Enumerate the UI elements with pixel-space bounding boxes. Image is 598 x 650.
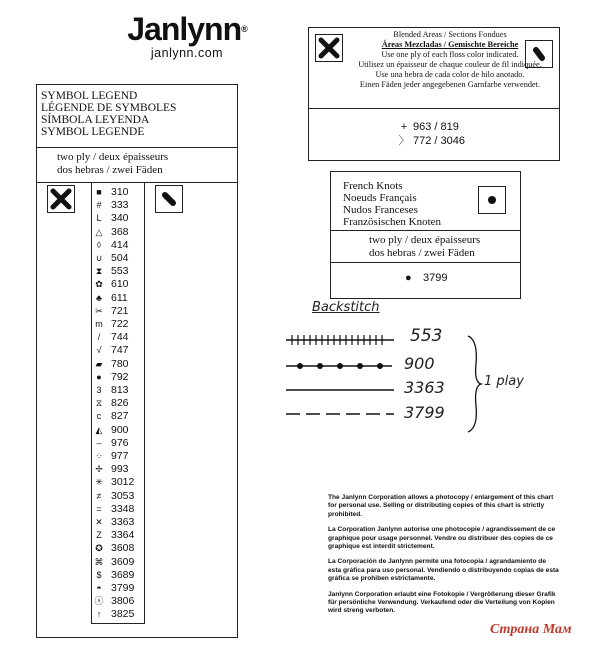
blended-instruction-de: Einen Fäden jeder angegebenen Garnfarbe verwendet.	[359, 80, 541, 89]
backstitch-number: 553	[410, 326, 443, 346]
stitch-symbol: ■	[96, 187, 102, 197]
legend-heading	[37, 85, 237, 148]
legend-ply-line: dos hebras / zwei Fäden	[57, 164, 163, 176]
legend-row	[92, 462, 144, 476]
knots-title-line: Französischen Knoten	[343, 216, 442, 228]
legend-row	[92, 185, 144, 199]
stitch-symbol: ♣	[96, 292, 102, 303]
blend-item	[395, 120, 465, 134]
floss-number: 3689	[111, 568, 135, 581]
full-cross-stitch-icon	[47, 185, 75, 213]
stitch-symbol: √	[96, 345, 102, 356]
legend-row	[92, 264, 144, 278]
stitch-symbol: 3	[96, 385, 102, 395]
blend-symbol: 〉	[398, 135, 410, 147]
blended-instruction-es: Use una hebra de cada color de hilo anotado.	[375, 70, 525, 79]
floss-number: 827	[111, 410, 129, 423]
legend-row	[92, 343, 144, 357]
floss-number: 333	[111, 199, 129, 212]
legend-row	[92, 409, 144, 423]
legend-row	[92, 251, 144, 265]
floss-number: 813	[111, 384, 129, 396]
stitch-symbol: –	[96, 437, 102, 448]
knots-ply-line: two ply / deux épaisseurs	[369, 234, 481, 246]
floss-number: 610	[111, 278, 129, 291]
blended-subtitle: Áreas Mezcladas / Gemischte Bereiche	[381, 40, 519, 49]
floss-number: 611	[111, 291, 128, 304]
blend-item	[395, 134, 465, 148]
stitch-symbol: ≠	[96, 490, 102, 501]
knots-title-line: Noeuds Français	[343, 192, 417, 204]
full-cross-stitch-icon	[315, 34, 343, 62]
stitch-symbol: ✳	[95, 477, 103, 488]
legend-row	[92, 238, 144, 252]
legend-heading-line: SYMBOL LEGENDE	[41, 126, 145, 138]
floss-number: 504	[111, 252, 129, 264]
floss-number: 780	[111, 357, 129, 370]
divider	[331, 262, 520, 263]
legend-row	[92, 594, 144, 608]
stitch-symbol: m	[95, 319, 103, 329]
legend-row	[92, 568, 144, 582]
blend-symbol: +	[400, 121, 408, 133]
legend-row	[92, 304, 144, 318]
blend-value: 772 / 3046	[413, 135, 465, 147]
knots-ply-line: dos hebras / zwei Fäden	[369, 247, 475, 259]
floss-number: 976	[111, 436, 129, 449]
floss-number: 340	[111, 212, 129, 225]
legend-row	[92, 291, 144, 305]
floss-number: 3053	[111, 489, 135, 502]
floss-number: 900	[111, 423, 129, 436]
floss-number: 792	[111, 370, 129, 383]
floss-number: 3806	[111, 595, 135, 608]
knot-symbol: ●	[405, 272, 412, 284]
floss-number: 3799	[111, 582, 135, 594]
legend-heading-line: SYMBOL LEGEND	[41, 90, 138, 102]
stitch-symbol: ◭	[95, 424, 103, 435]
floss-number: 744	[111, 331, 129, 344]
blended-instruction-en: Use one ply of each floss color indicated.	[381, 50, 519, 59]
knots-title	[343, 180, 441, 228]
legend-row	[92, 502, 144, 516]
stitch-symbol: ⧖	[95, 398, 103, 409]
stitch-symbol: ●	[96, 371, 102, 382]
knots-title-line: French Knots	[343, 180, 403, 192]
stitch-symbol: ✪	[95, 543, 103, 554]
half-stitch-icon	[155, 185, 183, 213]
blended-instructions	[345, 30, 555, 90]
logo-brand: Janlynn®	[127, 11, 247, 47]
copyright-de: Janlynn Corporation erlaubt eine Fotokopie / Vergrößerung dieser Grafik für persönliche Verwendung. Verkaufend oder die Verteilung von Kopien wird streng verboten.	[328, 590, 556, 615]
legend-row	[92, 423, 144, 437]
floss-number: 368	[111, 225, 129, 238]
backstitch-number: 3799	[404, 403, 445, 422]
copyright-notice	[328, 494, 560, 623]
stitch-symbol: c	[96, 411, 102, 422]
backstitch-line-900	[286, 363, 392, 369]
stitch-symbol: ∪	[95, 253, 103, 263]
stitch-symbol: ⧗	[95, 266, 103, 277]
stitch-symbol: $	[96, 569, 102, 580]
blend-value: 963 / 819	[413, 121, 459, 133]
legend-row	[92, 198, 144, 212]
legend-row	[92, 370, 144, 384]
floss-number: 721	[111, 304, 129, 317]
legend-row	[92, 515, 144, 529]
blended-title: Blended Areas / Sections Fondues	[393, 30, 507, 39]
floss-number: 3608	[111, 542, 135, 555]
stitch-symbol: ⓢ	[94, 596, 104, 607]
legend-ply-line: two ply / deux épaisseurs	[57, 151, 169, 163]
legend-heading-line: SÍMBOLA LEYENDA	[41, 114, 150, 126]
floss-number: 310	[111, 186, 129, 198]
stitch-symbol: ⁘	[95, 451, 103, 461]
legend-heading-line: LÉGENDE DE SYMBOLES	[41, 102, 177, 114]
divider	[309, 108, 559, 109]
floss-number: 3825	[111, 608, 135, 621]
backstitch-ply-note: 1 play	[484, 374, 524, 389]
legend-row	[92, 225, 144, 239]
floss-number: 3348	[111, 502, 135, 515]
watermark: Страна Мам	[490, 622, 572, 637]
blended-areas-box	[308, 27, 560, 161]
symbol-legend	[36, 84, 238, 638]
stitch-symbol: #	[96, 200, 102, 211]
legend-row	[92, 317, 144, 331]
backstitch-title: Backstitch	[312, 300, 380, 315]
stitch-symbol: △	[95, 226, 103, 237]
legend-row	[92, 449, 144, 463]
stitch-symbol: ✂	[95, 305, 103, 316]
french-knots-box	[330, 171, 521, 299]
knot-item	[405, 272, 447, 284]
stitch-symbol: ✕	[95, 517, 103, 527]
floss-number: 3012	[111, 476, 135, 489]
floss-number: 993	[111, 463, 129, 476]
janlynn-logo	[122, 12, 252, 60]
stitch-symbol: ▰	[95, 358, 103, 369]
knot-number: 3799	[423, 272, 448, 284]
legend-row	[92, 581, 144, 595]
legend-row	[92, 541, 144, 555]
backstitch-line-samples	[282, 326, 402, 426]
stitch-symbol: =	[96, 503, 102, 514]
knots-title-line: Nudos Franceses	[343, 204, 418, 216]
stitch-symbol: ◊	[96, 239, 102, 250]
logo-url: janlynn.com	[150, 46, 224, 60]
copyright-fr: La Corporation Janlynn autorise une photocopie / agrandissement de ce graphique pour usage personnel. Vendre ou distribuer des copies de ce graphique est interdit strictement.	[328, 526, 556, 551]
legend-row	[92, 396, 144, 410]
divider	[331, 230, 520, 231]
floss-number: 553	[111, 265, 129, 278]
legend-row	[92, 277, 144, 291]
knots-ply-info	[369, 234, 480, 260]
floss-number: 826	[111, 397, 129, 410]
stitch-symbol: /	[97, 332, 101, 343]
legend-row	[92, 357, 144, 371]
legend-ply-info	[37, 148, 237, 183]
floss-number: 3363	[111, 516, 135, 528]
stitch-symbol: ⌘	[94, 556, 104, 567]
legend-row	[92, 475, 144, 489]
stitch-symbol: ↑	[96, 609, 102, 620]
floss-number: 3609	[111, 555, 135, 568]
backstitch-number: 3363	[404, 378, 445, 397]
copyright-en: The Janlynn Corporation allows a photocopy / enlargement of this chart for personal use. Selling or distributing copies of this chart is strictly prohibited.	[328, 494, 554, 518]
legend-symbol-column	[91, 183, 145, 624]
floss-number: 3364	[111, 529, 135, 542]
legend-row	[92, 211, 144, 225]
legend-row	[92, 607, 144, 621]
stitch-symbol: ✢	[95, 464, 103, 475]
stitch-symbol: Z	[96, 530, 102, 541]
backstitch-bracket	[464, 334, 484, 434]
stitch-symbol: ◓	[96, 583, 102, 593]
legend-row	[92, 489, 144, 503]
legend-row	[92, 528, 144, 542]
floss-number: 977	[111, 450, 129, 462]
french-knot-icon	[478, 186, 506, 214]
floss-number: 722	[111, 318, 129, 330]
legend-row	[92, 330, 144, 344]
backstitch-line-553	[286, 335, 394, 345]
copyright-es: La Corporación de Janlynn permite una fotocopia / agrandamiento de esta gráfica para uso personal. Vendiendo o distribuyendo copias de esta gráfica se prohiben estrictamente.	[328, 558, 559, 583]
legend-row	[92, 436, 144, 450]
floss-number: 414	[111, 238, 129, 251]
floss-number: 747	[111, 344, 129, 357]
blended-instruction-fr: Utilisez un épaisseur de chaque couleur de fil indiquée.	[358, 60, 542, 69]
backstitch-number: 900	[404, 354, 435, 373]
legend-row	[92, 555, 144, 569]
stitch-symbol: L	[96, 213, 102, 224]
stitch-symbol: ✿	[95, 279, 103, 290]
blend-list	[395, 120, 465, 148]
legend-row	[92, 383, 144, 397]
